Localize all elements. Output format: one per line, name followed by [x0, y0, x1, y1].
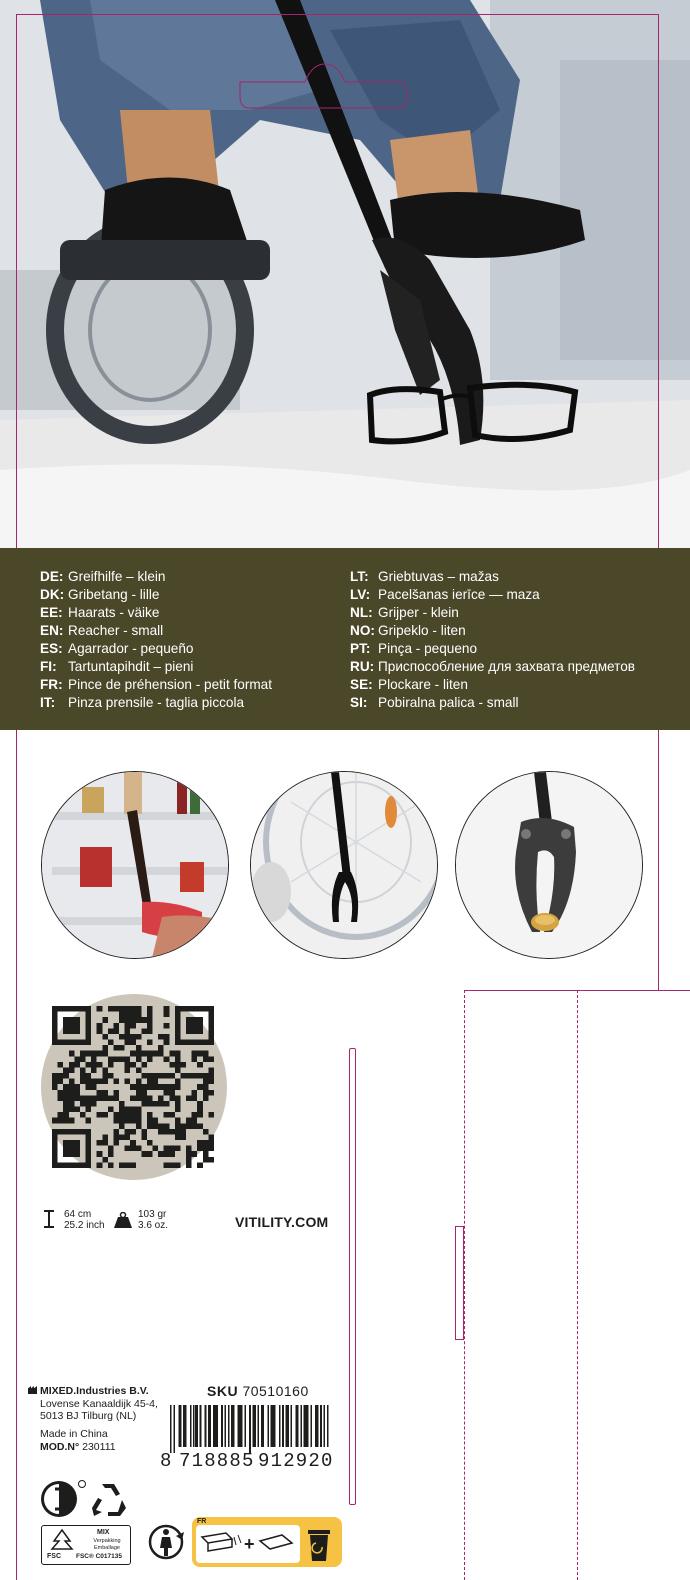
origin-info: Made in China MOD.N° 230111 — [40, 1428, 116, 1453]
length-icon — [44, 1210, 54, 1228]
lang-en: EN: Reacher - small — [40, 623, 164, 638]
lang-it: IT: Pinza prensile - taglia piccola — [40, 695, 245, 710]
usage-photo-coin — [455, 771, 643, 959]
lang-si: SI: Pobiralna palica - small — [350, 695, 519, 710]
fsc-logo: MIX Verpakking Emballage FSC FSC® C017135 — [41, 1525, 131, 1565]
lang-no: NO: Gripeklo - liten — [350, 623, 466, 638]
slot-mark-right — [455, 1226, 464, 1340]
website-link[interactable]: VITILITY.COM — [235, 1214, 329, 1230]
lang-es: ES: Agarrador - pequeño — [40, 641, 194, 656]
lang-de: DE: Greifhilfe – klein — [40, 569, 166, 584]
lang-ee: EE: Haarats - väike — [40, 605, 160, 620]
barcode-digits-right: 912920 — [258, 1450, 334, 1472]
recycle-icon — [88, 1480, 128, 1518]
triman-icon — [148, 1522, 188, 1562]
language-list-left — [40, 568, 272, 712]
barcode — [160, 1405, 334, 1453]
weight-spec: 103 gr 3.6 oz. — [138, 1209, 169, 1231]
factory-icon — [28, 1386, 37, 1394]
fold-line-1 — [464, 990, 465, 1580]
dieline-left — [16, 14, 17, 1580]
lang-nl: NL: Grijper - klein — [350, 605, 459, 620]
dieline-top — [16, 14, 658, 15]
company-info: MIXED.Industries B.V. Lovense Kanaaldijk 45-4, 5013 BJ Tilburg (NL) — [28, 1385, 158, 1423]
barcode-digits-left: 718885 — [179, 1450, 255, 1472]
lang-ru: RU: Приспособление для захвата предметов — [350, 659, 636, 674]
qr-code[interactable] — [52, 1006, 214, 1168]
weight-icon — [114, 1212, 132, 1228]
usage-photo-wheelchair — [250, 771, 438, 959]
green-dot-icon — [40, 1478, 86, 1520]
sku: SKU 70510160 — [207, 1383, 309, 1399]
hero-photo — [0, 0, 690, 548]
lang-pt: PT: Pinça - pequeno — [350, 641, 478, 656]
slot-mark-left — [349, 1048, 356, 1505]
hero-illustration — [0, 0, 690, 548]
language-list-right — [350, 568, 635, 712]
sorting-pictogram — [192, 1517, 340, 1565]
language-band — [0, 548, 690, 730]
company-name: MIXED.Industries B.V. — [28, 1385, 158, 1398]
lang-se: SE: Plockare - liten — [350, 677, 468, 692]
sorting-info-tag: FR + — [192, 1517, 342, 1567]
tree-icon — [48, 1529, 76, 1551]
lang-lt: LT: Griebtuvas – mažas — [350, 569, 499, 584]
lang-dk: DK: Gribetang - lille — [40, 587, 160, 602]
fold-line-2 — [577, 990, 578, 1580]
dieline-right-upper — [658, 14, 659, 990]
svg-text:+: + — [244, 1534, 255, 1554]
length-spec: 64 cm 25.2 inch — [64, 1209, 105, 1231]
usage-photo-shelf — [41, 771, 229, 959]
lang-lv: LV: Pacelšanas ierīce — maza — [350, 587, 540, 602]
lang-fr: FR: Pince de préhension - petit format — [40, 677, 273, 692]
barcode-digit-first: 8 — [160, 1450, 173, 1472]
lang-fi: FI: Tartuntapihdit – pieni — [40, 659, 194, 674]
